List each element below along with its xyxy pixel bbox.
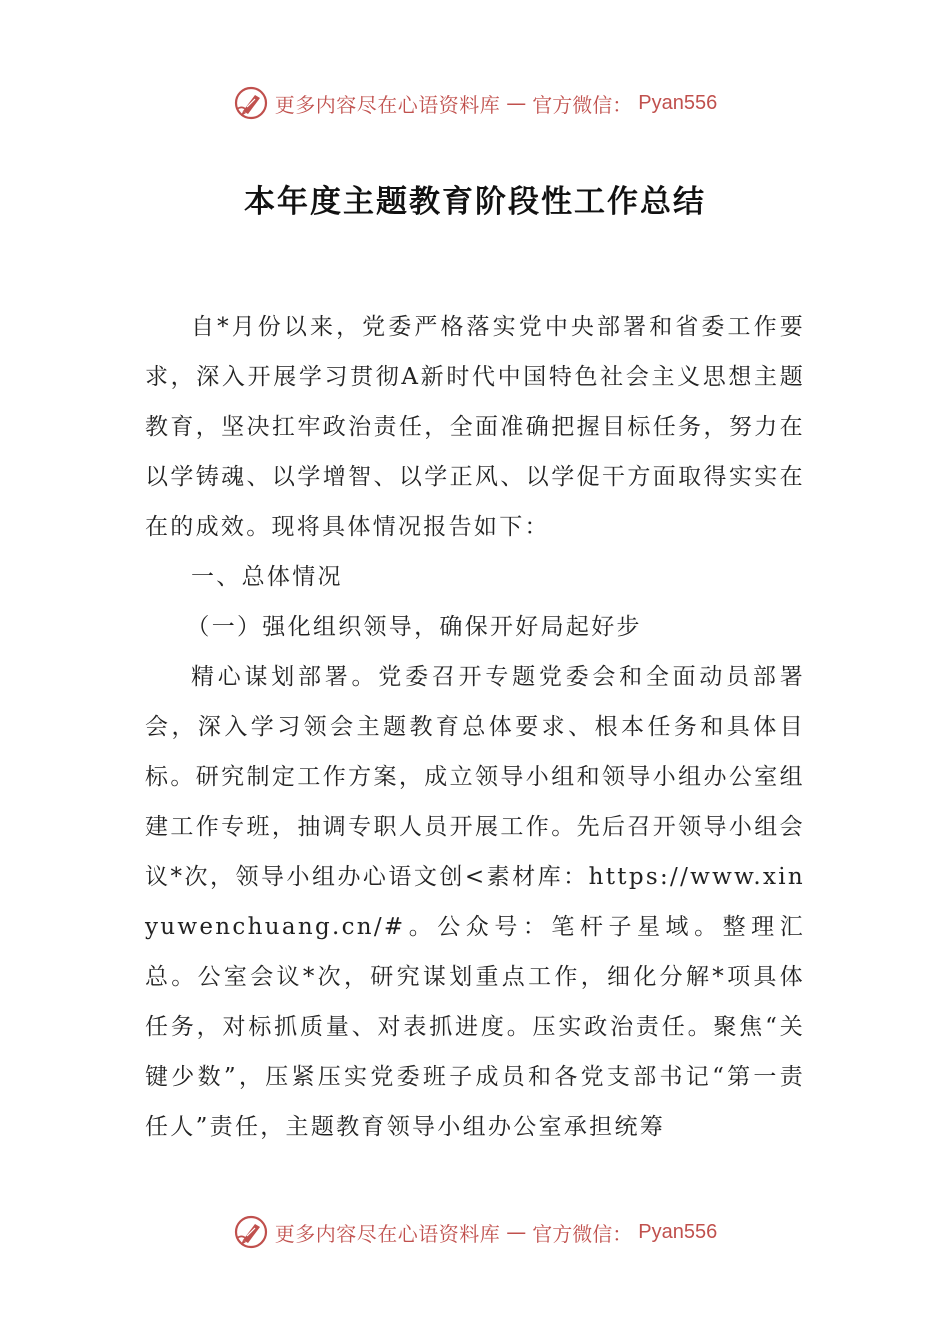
banner-dash: —: [506, 1220, 527, 1244]
pen-nib-logo-icon: [233, 85, 269, 121]
banner-wechat-id: Pyan556: [638, 1220, 718, 1243]
banner-site-text: 更多内容尽在心语资料库: [274, 1221, 501, 1246]
banner-wechat-label: 官方微信：: [532, 92, 633, 117]
header-banner: [0, 83, 950, 123]
banner-wechat-id: Pyan556: [638, 91, 718, 114]
document-body: [145, 302, 805, 1152]
body-paragraph: 精心谋划部署。党委召开专题党委会和全面动员部署会，深入学习领会主题教育总体要求、根本任务和具体目标。研究制定工作方案，成立领导小组和领导小组办公室组建工作专班，抽调专职人员开展工作。先后召开领导小组会议*次，领导小组办心语文创<素材库：https://www.xinyuwenchuang.cn/#。公众号：笔杆子星域。整理汇总。公室会议*次，研究谋划重点工作，细化分解*项具体任务，对标抓质量、对表抓进度。压实政治责任。聚焦“关键少数”，压紧压实党委班子成员和各党支部书记“第一责任人”责任，主题教育领导小组办公室承担统筹: [145, 664, 805, 1140]
section-heading: 一、总体情况: [191, 564, 343, 590]
banner-wechat-label: 官方微信：: [532, 1221, 633, 1246]
pen-nib-logo-icon: [233, 1214, 269, 1250]
banner-site-text: 更多内容尽在心语资料库: [274, 92, 501, 117]
banner-dash: —: [506, 91, 527, 115]
footer-banner: [0, 1212, 950, 1252]
document-title: 本年度主题教育阶段性工作总结: [244, 184, 706, 220]
intro-paragraph: 自*月份以来，党委严格落实党中央部署和省委工作要求，深入开展学习贯彻A新时代中国特色社会主义思想主题教育，坚决扛牢政治责任，全面准确把握目标任务，努力在以学铸魂、以学增智、以学正风、以学促干方面取得实实在在的成效。现将具体情况报告如下：: [145, 314, 805, 540]
subsection-heading: （一）强化组织领导，确保开好局起好步: [186, 614, 642, 640]
